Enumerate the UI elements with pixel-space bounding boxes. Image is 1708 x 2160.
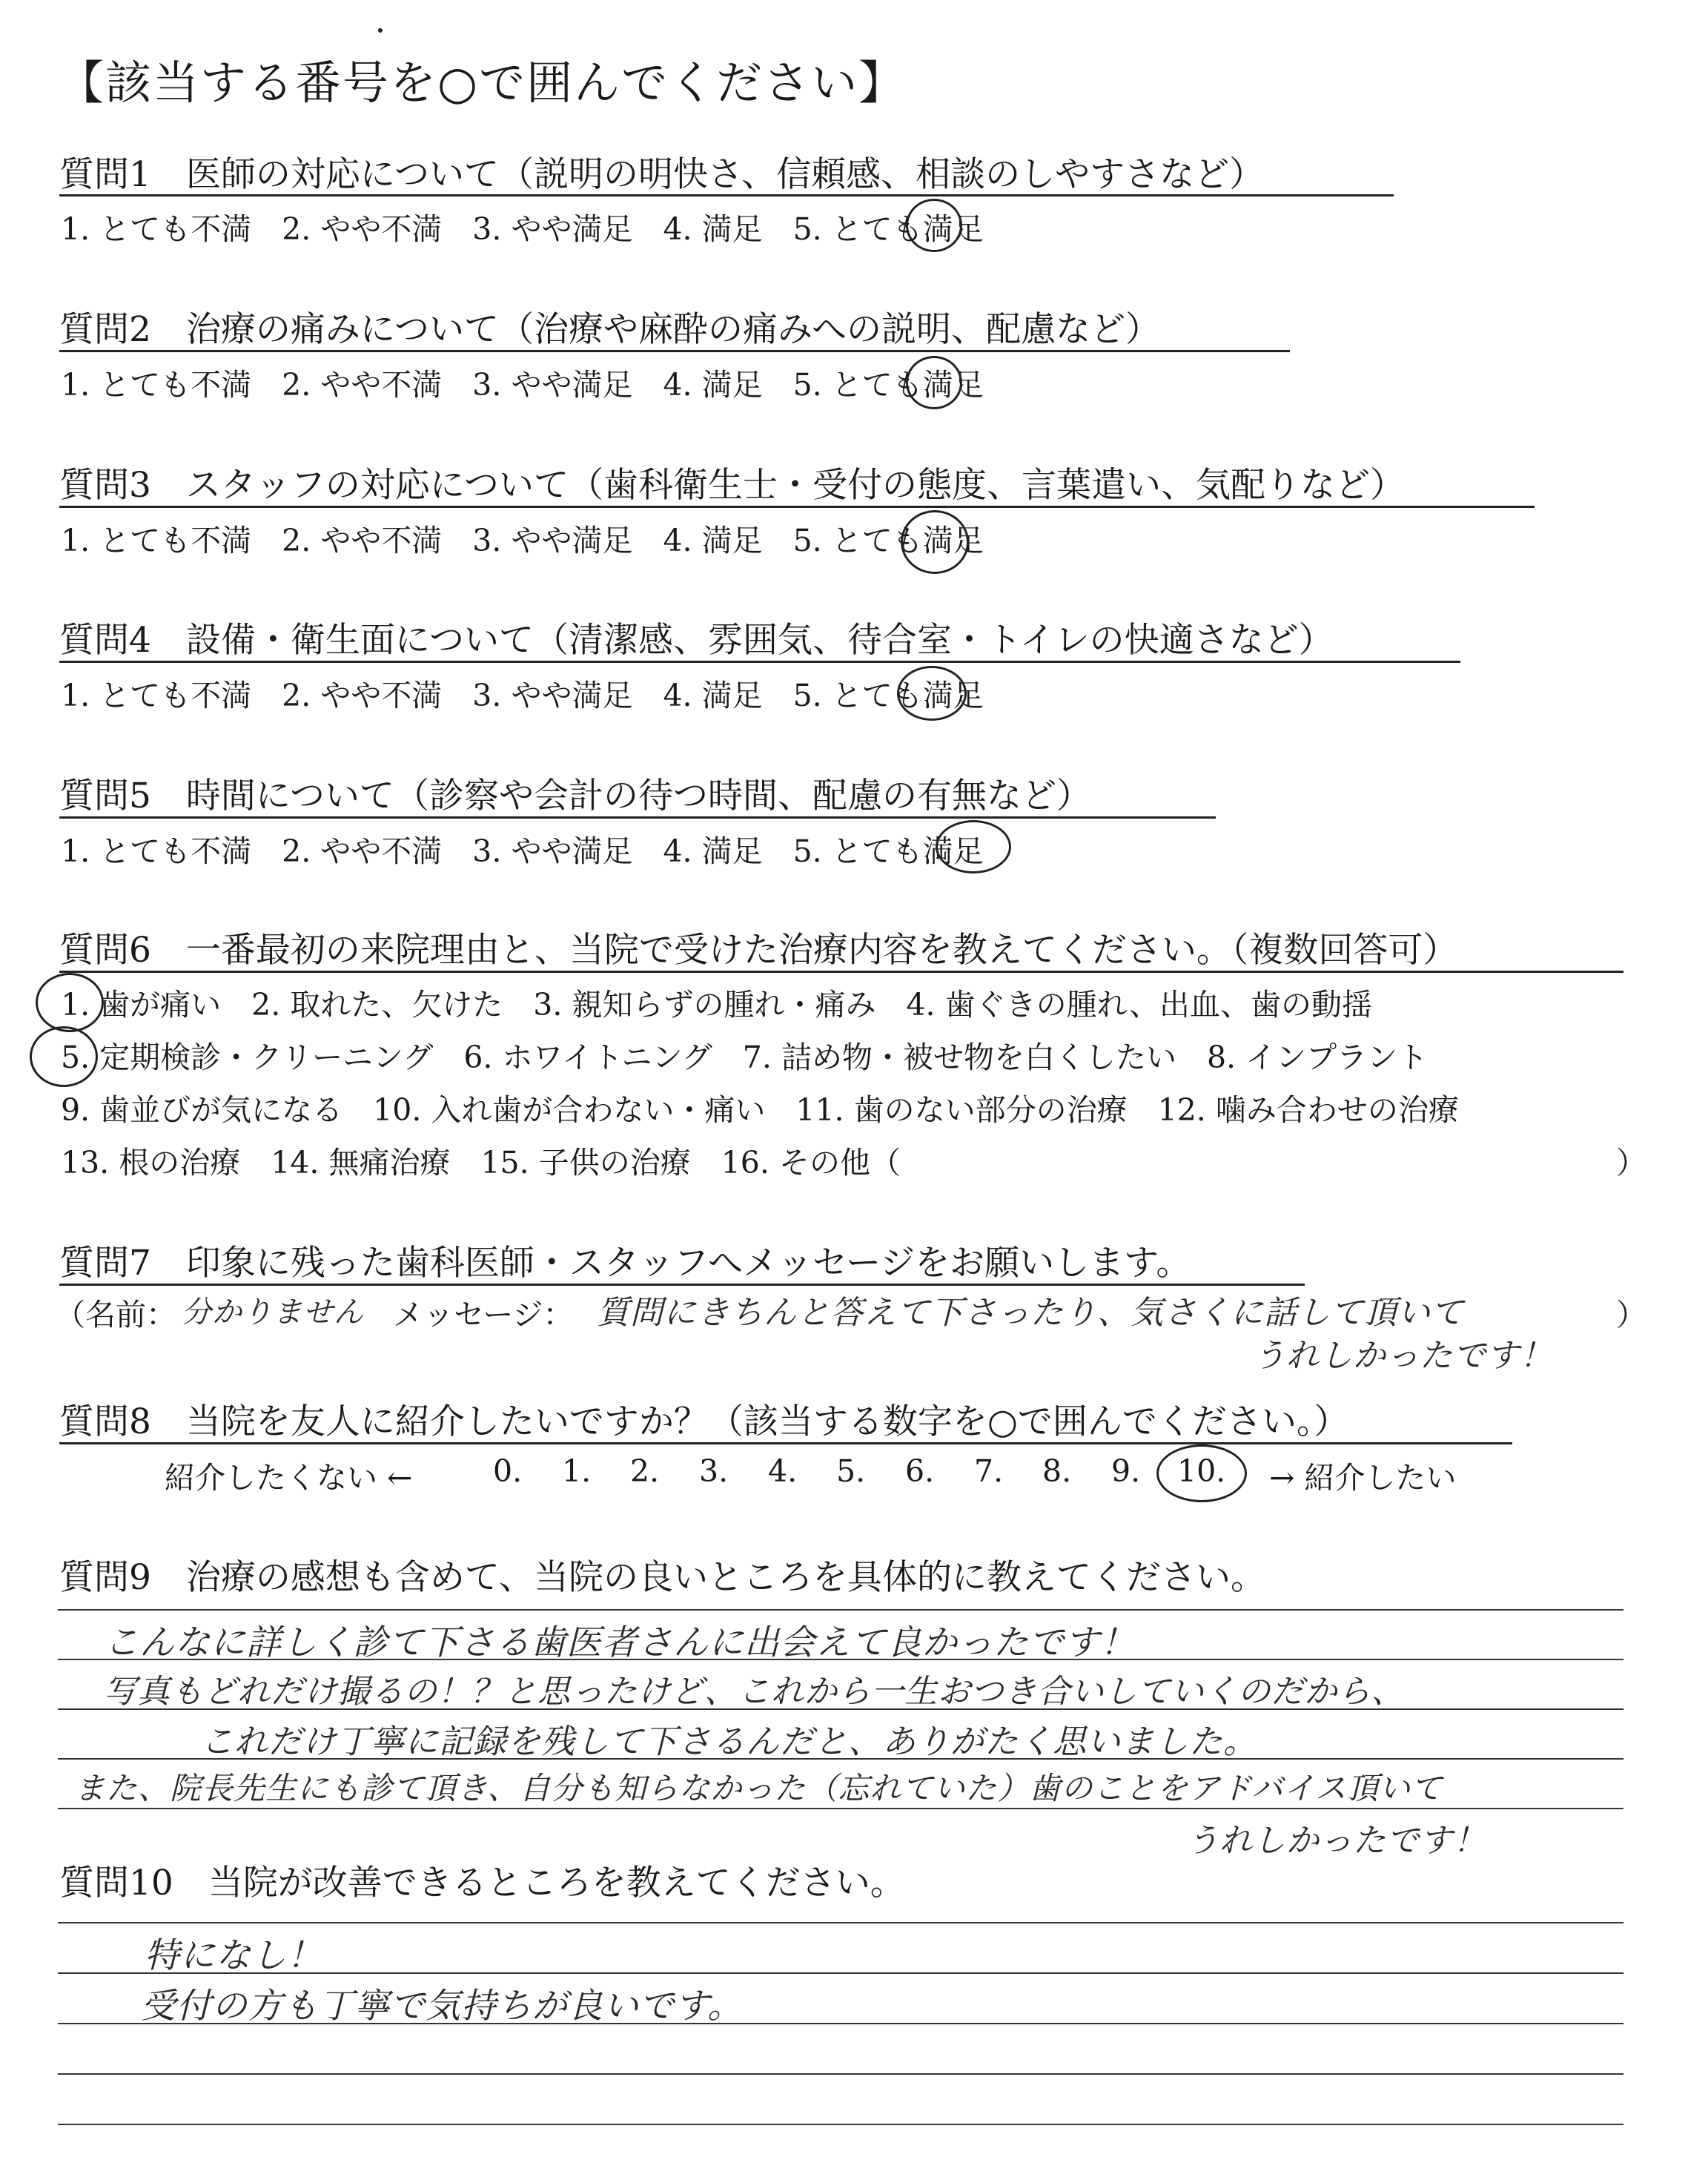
q8-selection-circle[interactable] [1156, 1444, 1247, 1502]
q6-title: 質問6 一番最初の来院理由と、当院で受けた治療内容を教えてください。（複数回答可） [59, 930, 1458, 971]
q2-title: 質問2 治療の痛みについて（治療や麻酔の痛みへの説明、配慮など） [59, 309, 1161, 350]
q9-answer-line: こんなに詳しく診て下さる歯医者さんに出会えて良かったです！ [104, 1622, 1136, 1663]
q8-scale-1[interactable]: 1. [562, 1453, 592, 1489]
q10-answer-line: 特になし！ [145, 1935, 322, 1976]
q5-selection-circle[interactable] [936, 820, 1011, 873]
q8-scale-8[interactable]: 8. [1042, 1453, 1072, 1489]
q2-selection-circle[interactable] [906, 356, 962, 409]
q9-answer-rule [58, 1609, 1623, 1611]
q10-answer-rule [58, 1922, 1623, 1923]
q7-message-line1: 質問にきちんと答えて下さったり、気さくに話して頂いて [597, 1294, 1464, 1332]
q6-options-row3: 9. 歯並びが気になる 10. 入れ歯が合わない・痛い 11. 歯のない部分の治療 12. 噛み合わせの治療 [61, 1092, 1459, 1128]
page-title: 【該当する番号を○で囲んでください】 [58, 56, 907, 110]
ink-dot [378, 28, 383, 33]
q3-underline [59, 506, 1535, 508]
q1-underline [59, 194, 1394, 196]
q6-options-row2: 5. 定期検診・クリーニング 6. ホワイトニング 7. 詰め物・被せ物を白くしたい 8. インプラント [61, 1040, 1429, 1075]
q8-scale-4[interactable]: 4. [768, 1453, 798, 1489]
q10-answer-rule [58, 2073, 1623, 2075]
q3-options: 1. とても不満 2. やや不満 3. やや満足 4. 満足 5. とても満足 [61, 523, 984, 558]
q1-selection-circle[interactable] [906, 199, 962, 252]
q6-selection-circle-5[interactable] [30, 1026, 98, 1087]
q8-scale-6[interactable]: 6. [905, 1453, 935, 1489]
q7-message-label: メッセージ： [393, 1297, 574, 1332]
q6-options-row4: 13. 根の治療 14. 無痛治療 15. 子供の治療 16. その他（ [61, 1145, 901, 1180]
q4-title: 質問4 設備・衛生面について（清潔感、雰囲気、待合室・トイレの快適さなど） [59, 620, 1334, 661]
q6-underline [59, 971, 1623, 973]
q8-left-label: 紹介したくない ← [165, 1460, 413, 1496]
q9-title: 質問9 治療の感想も含めて、当院の良いところを具体的に教えてください。 [59, 1557, 1265, 1598]
q9-answer-line: うれしかったです！ [1186, 1822, 1486, 1860]
q2-underline [59, 350, 1290, 352]
q5-options: 1. とても不満 2. やや不満 3. やや満足 4. 満足 5. とても満足 [61, 833, 984, 869]
q8-scale-2[interactable]: 2. [630, 1453, 660, 1489]
q2-options: 1. とても不満 2. やや不満 3. やや満足 4. 満足 5. とても満足 [61, 367, 984, 403]
q10-answer-line: 受付の方も丁寧で気持ちが良いです。 [141, 1986, 744, 2027]
q8-scale-0[interactable]: 0. [493, 1453, 523, 1489]
q8-scale-5[interactable]: 5. [836, 1453, 866, 1489]
q5-underline [59, 816, 1216, 819]
q8-scale-3[interactable]: 3. [699, 1453, 729, 1489]
q6-options-row1: 1. 歯が痛い 2. 取れた、欠けた 3. 親知らずの腫れ・痛み 4. 歯ぐきの腫れ、出血、歯の動揺 [61, 987, 1373, 1023]
q9-answer-line: これだけ丁寧に記録を残して下さるんだと、ありがたく思いました。 [200, 1722, 1258, 1761]
q8-right-label: → 紹介したい [1269, 1460, 1457, 1496]
q8-scale-7[interactable]: 7. [974, 1453, 1004, 1489]
q10-title: 質問10 当院が改善できるところを教えてください。 [59, 1863, 905, 1903]
q8-underline [59, 1442, 1512, 1444]
q7-name-value: 分かりません [182, 1295, 364, 1330]
q6-selection-circle-1[interactable] [36, 973, 104, 1032]
q10-answer-rule [58, 2124, 1623, 2125]
q8-scale-9[interactable]: 9. [1111, 1453, 1141, 1489]
q8-scale-10[interactable]: 10. [1177, 1453, 1226, 1489]
q9-answer-line: また、院長先生にも診て頂き、自分も知らなかった（忘れていた）歯のことをアドバイス頂いて [74, 1770, 1443, 1806]
q8-title: 質問8 当院を友人に紹介したいですか？（該当する数字を○で囲んでください。） [59, 1401, 1349, 1442]
q7-close-paren: ） [1616, 1297, 1646, 1332]
q3-selection-circle[interactable] [901, 510, 969, 574]
q4-selection-circle[interactable] [897, 666, 967, 721]
q9-answer-line: 写真もどれだけ撮るの！？と思ったけど、これから一生おつき合いしていくのだから、 [104, 1673, 1405, 1711]
q5-title: 質問5 時間について（診察や会計の待つ時間、配慮の有無など） [59, 776, 1091, 816]
q7-name-label: （名前： [55, 1297, 176, 1332]
q7-title: 質問7 印象に残った歯科医師・スタッフへメッセージをお願いします。 [59, 1243, 1191, 1284]
q6-options-row4-close: ） [1616, 1145, 1646, 1180]
q7-message-line2: うれしかったです！ [1253, 1337, 1553, 1375]
q3-title: 質問3 スタッフの対応について（歯科衛生士・受付の態度、言葉遣い、気配りなど） [59, 465, 1405, 506]
q4-options: 1. とても不満 2. やや不満 3. やや満足 4. 満足 5. とても満足 [61, 678, 984, 713]
q1-title: 質問1 医師の対応について（説明の明快さ、信頼感、相談のしやすさなど） [59, 154, 1265, 195]
q1-options: 1. とても不満 2. やや不満 3. やや満足 4. 満足 5. とても満足 [61, 211, 984, 247]
q4-underline [59, 661, 1460, 663]
